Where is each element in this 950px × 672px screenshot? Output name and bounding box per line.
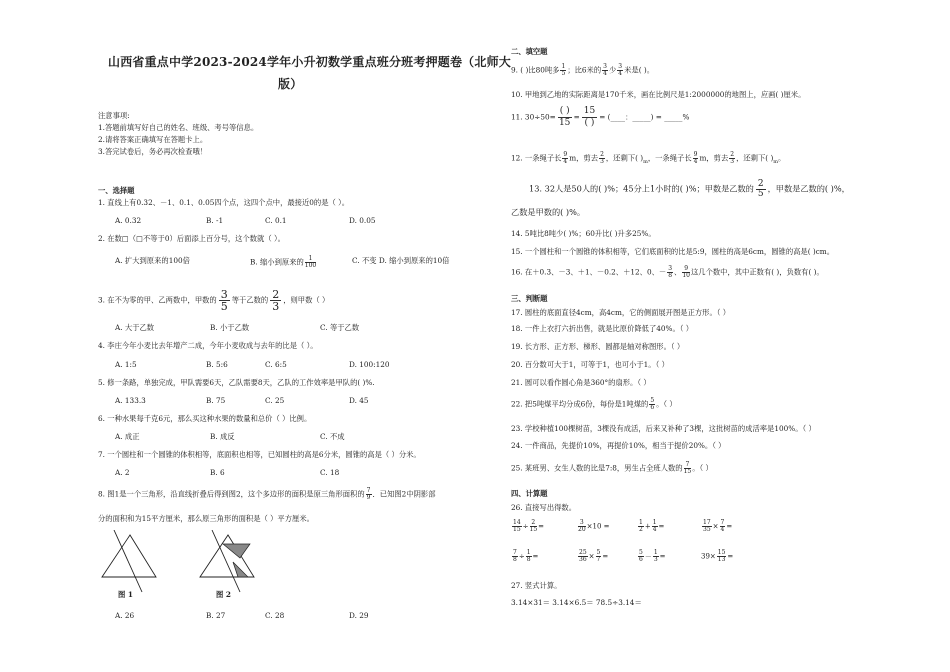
question-6: 6. 一种水果每千克6元，那么买这种水果的数量和总价（ ）比例。 [98,414,312,423]
question-4: 4. 李庄今年小麦比去年增产二成，今年小麦收成与去年的比是（ ）。 [98,341,318,350]
option-a[interactable]: A. 133.3 [115,396,146,405]
notes-item: 2.请将答案正确填写在答题卡上。 [98,135,208,144]
fraction: $\frac{1}{2}$ [639,519,643,533]
option-cd[interactable]: C. 不变 D. 缩小到原来的10倍 [352,256,450,265]
fraction: $\frac{7}{4}$ [720,519,725,533]
question-23: 23. 学校种植100棵树苗，3棵没有成活，后来又补种了3棵，这批树苗的成活率是100%。（ ） [511,424,816,433]
question-5: 5. 修一条路，单独完成，甲队需要6天，乙队需要8天，乙队的工作效率是甲队的( )%. [98,378,375,387]
question-14: 14. 5吨比8吨少( )%；60升比( )升多25%。 [511,229,656,238]
option-b[interactable]: B. -1 [206,216,224,225]
fraction: $\frac{7}{15}$ [683,461,692,475]
fraction: $\frac{1}{4}$ [652,519,657,533]
option-c[interactable]: C. 25 [265,396,285,405]
fraction: $\frac{2}{3}$ [272,288,280,313]
question-7: 7. 一个圆柱和一个圆锥的体积相等，底面积也相等，已知圆柱的高是6分米，圆锥的高是（ ）分米。 [98,450,421,459]
question-8: 8. 图1是一个三角形，沿直线折叠后得到图2，这个多边形的面积是原三角形面积的 $\frac{7}{9}$ ．已知图2中阴影部 [98,487,436,501]
page-title-line2: 版） [278,77,303,91]
figure-1-label: 图 1 [118,590,133,599]
fraction: $\frac{5}{7}$ [596,549,601,563]
fraction: $\frac{7}{8}$ [513,549,517,563]
fraction: $\frac{9}{4}$ [563,151,568,165]
section-heading: 四、计算题 [511,489,548,498]
option-b[interactable]: B. 27 [206,611,226,620]
triangle-fig2 [200,535,254,577]
fraction: $\frac{9}{4}$ [693,151,698,165]
question-12: 12. 一条绳子长 $\frac{9}{4}$ m，剪去 $\frac{2}{3}$ ，还剩下( )$_m$，一条绳子长 $\frac{9}{4}$ m，剪去 $\frac{2}{3}$ ，还剩下( )$_m$。 [511,151,786,165]
option-c[interactable]: C. 28 [265,611,285,620]
option-d[interactable]: D. 0.05 [349,216,376,225]
option-d[interactable]: D. 100:120 [349,360,390,369]
calc-item: $\frac{17}{35}$ × $\frac{7}{4}$ = [703,519,733,533]
option-c[interactable]: C. 等于乙数 [320,323,360,332]
question-15: 15. 一个圆柱和一个圆锥的体积相等，它们底面积的比是5:9，圆柱的高是6cm，圆锥的高是( )cm。 [511,247,835,256]
question-22: 22. 把5吨煤平均分成6份，每份是1吨煤的 $\frac{5}{6}$ 。（ ） [511,397,677,411]
shaded-region [223,544,250,558]
fraction: $\frac{2}{5}$ [757,179,764,199]
option-b[interactable]: B. 小于乙数 [210,323,250,332]
fraction: $\frac{3}{5}$ [220,288,228,313]
calc-item: $\frac{7}{8}$ ÷ $\frac{1}{8}$ = [513,549,539,563]
option-c[interactable]: C. 18 [320,468,340,477]
question-8-cont: 分的面积和为15平方厘米，那么原三角形的面积是（ ）平方厘米。 [98,514,314,523]
section-heading: 三、判断题 [511,294,548,303]
question-11: 11. 30÷50= ( ) 15 = 15 ( ) = (____：_____) = _____% [511,106,690,128]
fraction: $\frac{17}{35}$ [703,519,711,533]
fraction: $\frac{5}{6}$ [650,397,655,411]
notes-item: 3.答完试卷后，务必再次检查哦！ [98,147,208,156]
fraction: $\frac{14}{15}$ [513,519,521,533]
option-a[interactable]: A. 0.32 [115,216,142,225]
question-27-items: 3.14×31＝ 3.14×6.5＝ 78.5÷3.14＝ [511,598,642,607]
notes-heading: 注意事项: [98,111,130,120]
fold-line-fig1 [114,530,142,592]
question-2: 2. 在数□（□不等于0）后面添上百分号，这个数就（ ）。 [98,234,285,243]
question-25: 25. 某班男、女生人数的比是7:8，男生占全班人数的 $\frac{7}{15}$ 。（ ） [511,461,713,475]
fold-line-fig2 [212,530,240,592]
section-heading: 一、选择题 [98,186,135,195]
notes-item: 1.答题前填写好自己的姓名、班级、考号等信息。 [98,123,259,132]
question-20: 20. 百分数可大于1，可等于1，也可小于1。（ ） [511,360,669,369]
option-a[interactable]: A. 26 [115,611,135,620]
question-16: 16. 在＋0.3、－3、＋1、－0.2、＋12、0、－ $\frac{3}{8}$ 、 $\frac{9}{10}$ 这几个数中，其中正数有( )，负数有( )。 [511,265,824,279]
calc-item: $\frac{3}{20}$ ×10 = [578,519,610,533]
fraction: $\frac{25}{36}$ [579,549,587,563]
option-b[interactable]: B. 6 [210,468,225,477]
calc-item: $\frac{14}{15}$ ÷ $\frac{2}{15}$ = [513,519,545,533]
option-a[interactable]: A. 2 [115,468,130,477]
fraction: $\frac{1}{100}$ [304,255,317,269]
fraction: ( ) 15 [558,106,571,128]
question-26: 26. 直接写出得数。 [511,503,577,512]
question-19: 19. 长方形、正方形、梯形、圆都是轴对称图形。（ ） [511,342,685,351]
calc-item: $\frac{1}{2}$ + $\frac{1}{4}$ = [639,519,665,533]
fraction: $\frac{2}{3}$ [600,151,604,165]
fraction: $\frac{2}{3}$ [730,151,735,165]
triangle-fig1 [102,535,156,577]
option-b[interactable]: B. 5:6 [206,360,228,369]
question-3: 3. 在不为零的甲、乙两数中，甲数的 $\frac{3}{5}$ 等于乙数的 $\frac{2}{3}$ ，则甲数（ ） [98,288,330,313]
fraction: $\frac{2}{15}$ [529,519,538,533]
question-27: 27. 竖式计算。 [511,581,562,590]
fraction: $\frac{3}{8}$ [668,265,673,279]
fraction: $\frac{1}{3}$ [653,549,658,563]
question-24: 24. 一件商品，先提价10%，再提价10%，相当于提价20%。（ ） [511,441,726,450]
fraction: $\frac{1}{8}$ [526,549,531,563]
fraction: $\frac{15}{13}$ [717,549,726,563]
option-b[interactable]: B. 成反 [210,432,235,441]
fraction: 15 ( ) [583,106,596,128]
calc-item: 39× $\frac{15}{13}$ = [701,549,734,563]
option-b[interactable]: B. 75 [206,396,226,405]
option-a[interactable]: A. 成正 [115,432,140,441]
question-13: 13. 32人是50人的( )%；45分上1小时的( )%；甲数是乙数的 $\frac{2}{5}$ ，甲数是乙数的( )%， [529,179,850,199]
calc-item: $\frac{5}{6}$ － $\frac{1}{3}$ = [639,549,666,563]
option-b-label: B. 缩小到原来的 [250,257,304,267]
fraction: $\frac{7}{9}$ [366,487,371,501]
page-title-line1: 山西省重点中学2023-2024学年小升初数学重点班分班考押题卷（北师大 [108,55,511,69]
fraction: $\frac{3}{20}$ [578,519,586,533]
figure-2-label: 图 2 [216,590,231,599]
fraction: $\frac{5}{6}$ [639,549,643,563]
fraction: $\frac{3}{4}$ [603,63,607,77]
question-9: 9. ( )比80吨多 $\frac{1}{5}$ ；比6米的 $\frac{3}{4}$ 少 $\frac{3}{4}$ 米是( )。 [511,63,655,77]
calc-item: $\frac{25}{36}$ × $\frac{5}{7}$ = [579,549,609,563]
question-18: 18. 一件上衣打六折出售，就是比原价降低了40%。（ ） [511,324,694,333]
option-b[interactable] [250,256,317,269]
question-21: 21. 圆可以看作圆心角是360°的扇形。（ ） [511,378,651,387]
section-heading: 二、填空题 [511,47,548,56]
option-a[interactable]: A. 大于乙数 [115,323,155,332]
question-17: 17. 圆柱的底面直径4cm，高4cm，它的侧面展开图是正方形。（ ） [511,308,731,317]
option-c[interactable]: C. 6:5 [265,360,287,369]
option-c[interactable]: C. 不成 [320,432,345,441]
question-10: 10. 甲地到乙地的实际距离是170千米，画在比例尺是1:2000000的地图上，应画( )厘米。 [511,90,806,99]
option-c[interactable]: C. 0.1 [265,216,287,225]
question-13-cont: 乙数是甲数的( )%。 [511,207,586,217]
fraction: $\frac{3}{4}$ [618,63,623,77]
question-1: 1. 直线上有0.32、－1、0.1、0.05四个点，这四个点中，最接近0的是（ ）。 [98,198,350,207]
option-d[interactable]: D. 29 [349,611,369,620]
option-a[interactable]: A. 1:5 [115,360,137,369]
option-a[interactable]: A. 扩大到原来的100倍 [115,256,190,265]
fraction: $\frac{1}{5}$ [561,63,566,77]
fraction: $\frac{9}{10}$ [682,265,690,279]
option-d[interactable]: D. 45 [349,396,369,405]
